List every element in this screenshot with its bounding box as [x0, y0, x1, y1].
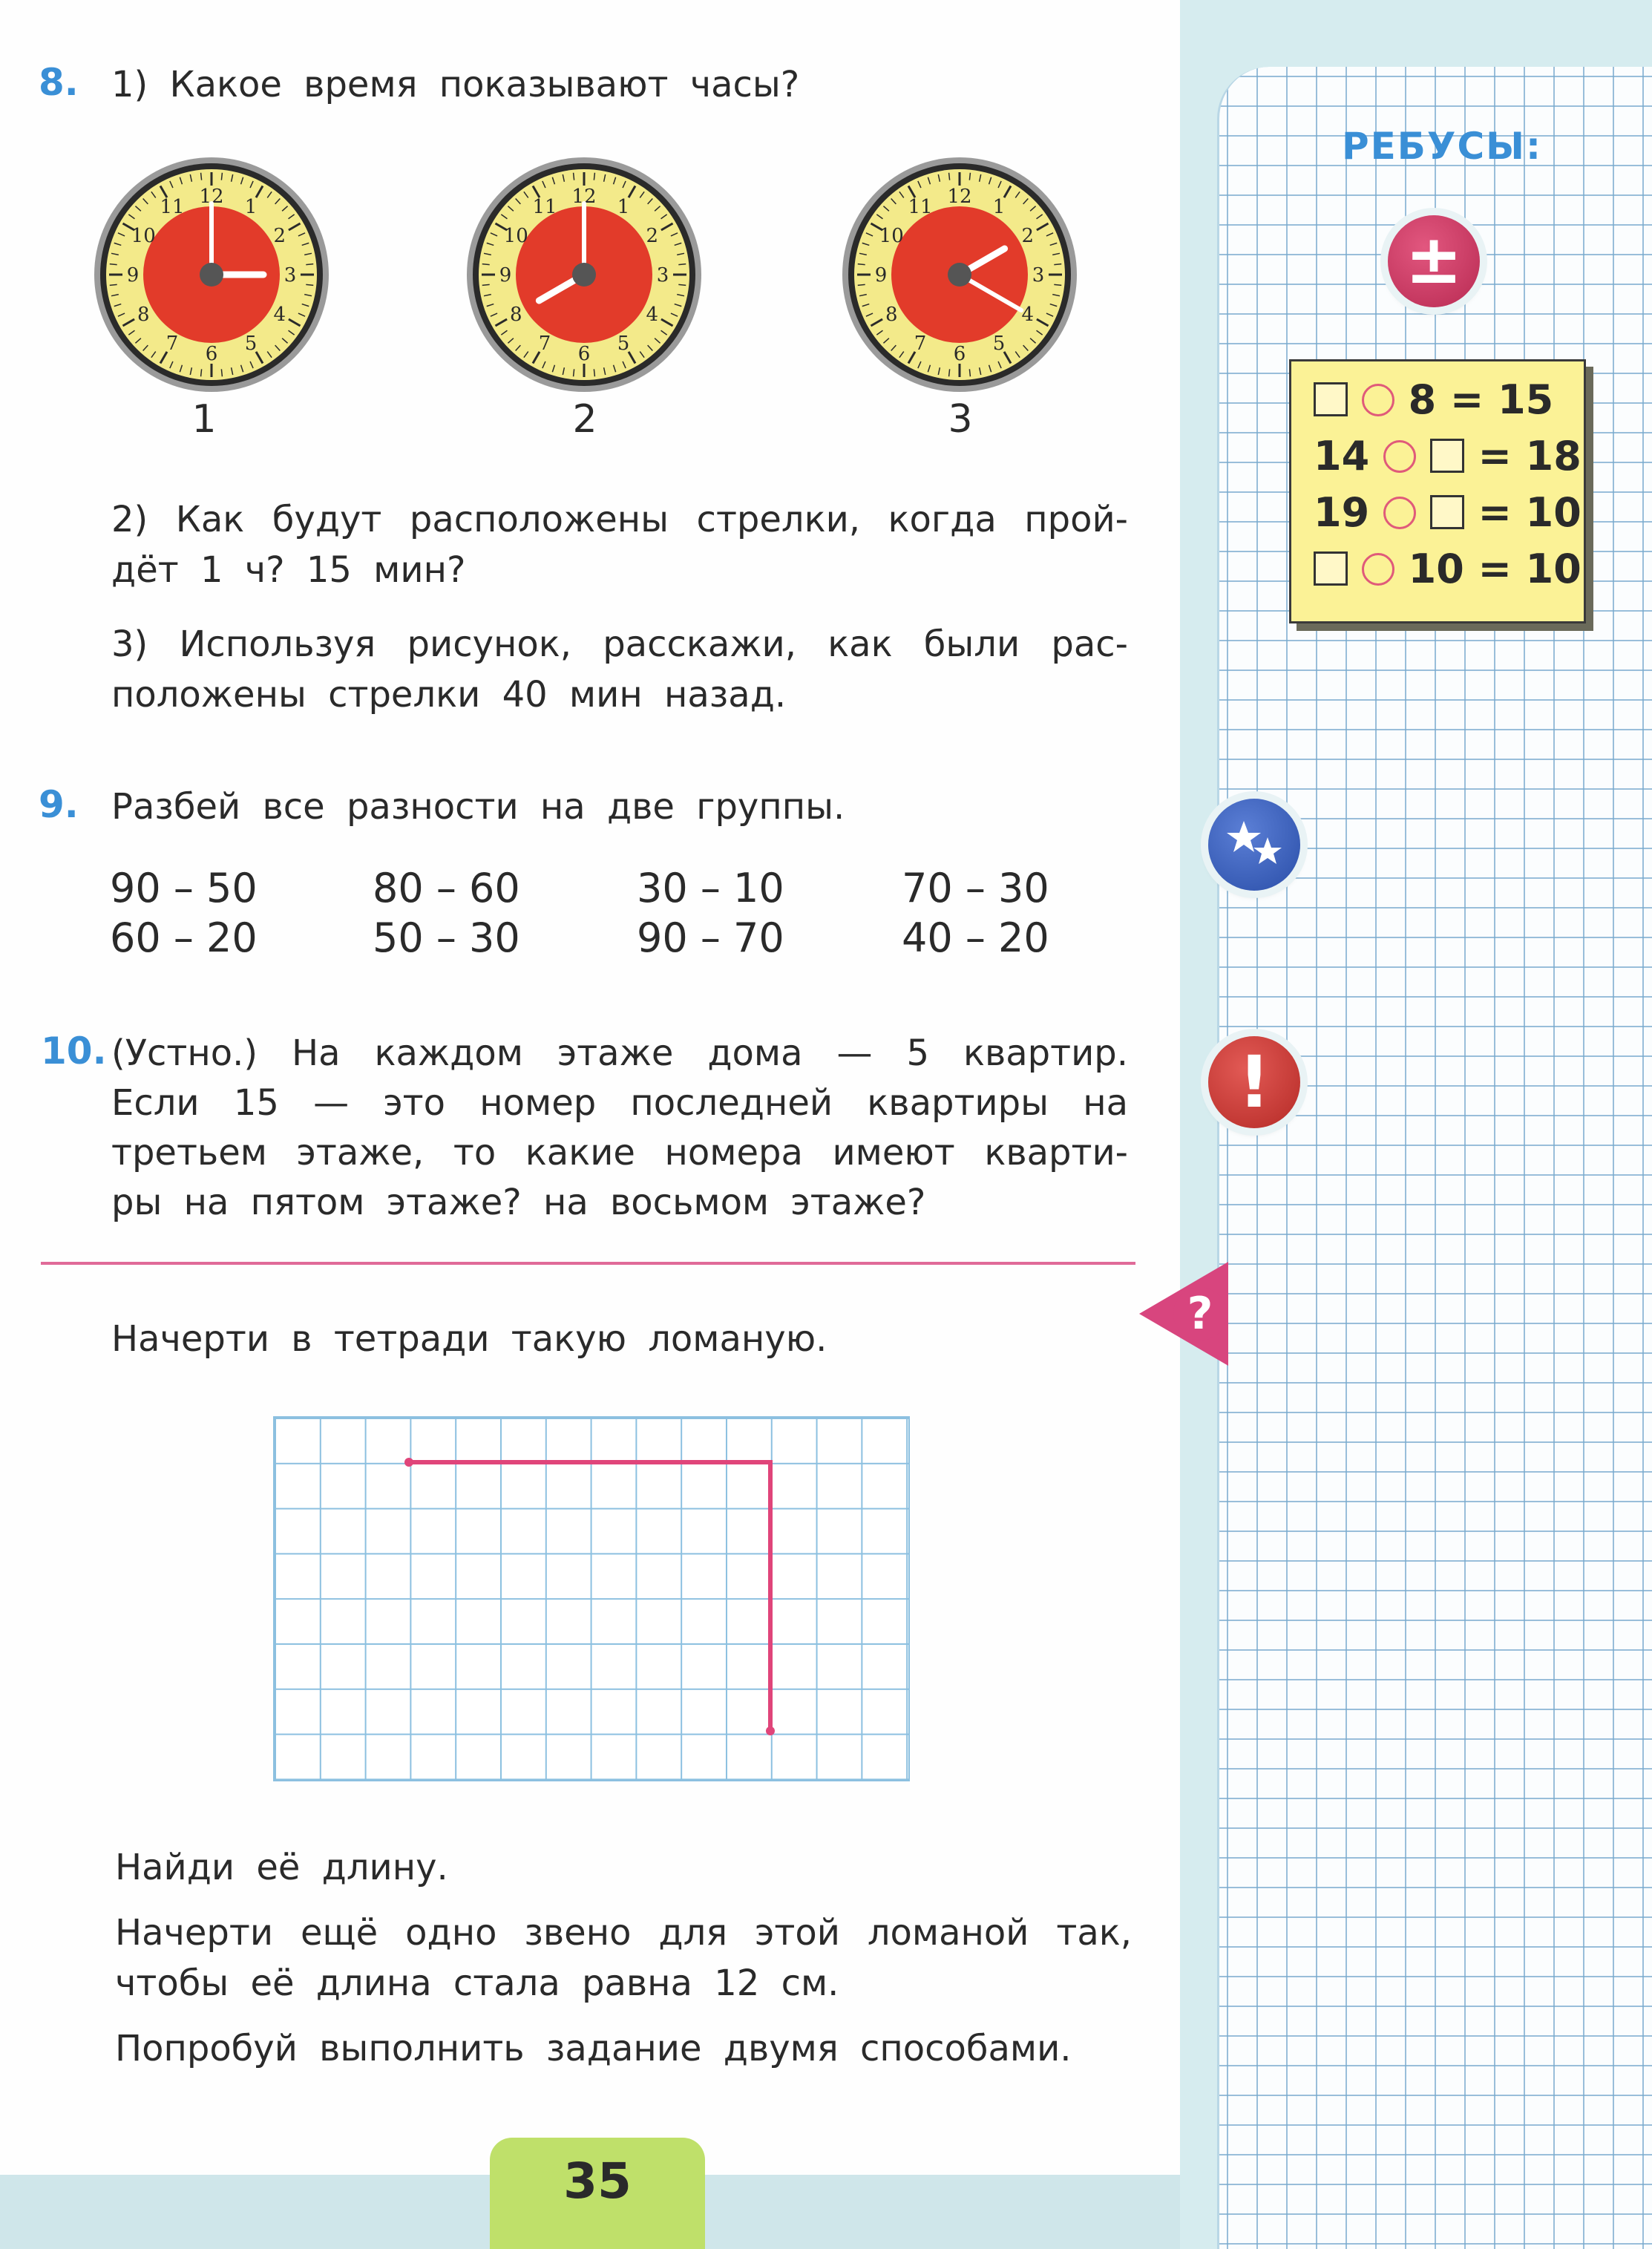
equals-sign: = [1450, 376, 1498, 423]
clock-numeral: 10 [879, 225, 904, 247]
empty-circle [1362, 553, 1394, 586]
difference-expression: 90 – 70 [637, 914, 784, 961]
polyline-start-point [404, 1458, 413, 1467]
clock-numeral: 6 [577, 343, 591, 365]
task-8-question-1: 1) Какое время показывают часы? [111, 64, 800, 105]
clock-numeral: 11 [532, 196, 557, 219]
clock-tick [949, 369, 950, 376]
page-number: 35 [563, 2153, 632, 2210]
task-8-question-3-line-1: 3) Используя рисунок, расскажи, как были рас- [111, 623, 1128, 665]
difference-expression: 50 – 30 [373, 914, 520, 961]
section-divider [41, 1262, 1135, 1265]
polyline-end-point [766, 1726, 775, 1735]
difference-expression: 60 – 20 [110, 914, 258, 961]
difference-expression: 40 – 20 [902, 914, 1049, 961]
rebus-row-4 [1314, 546, 1581, 592]
task-8-question-3-line-2: положены стрелки 40 мин назад. [111, 674, 787, 716]
rebus-row-2 [1314, 433, 1581, 479]
difference-expression: 90 – 50 [110, 865, 258, 911]
clock-3 [837, 152, 1082, 397]
rebus-result: 18 [1525, 433, 1581, 479]
plus-minus-icon: ± [1405, 220, 1463, 299]
clock-tick [110, 264, 117, 265]
polyline-extra-line-2: чтобы её длина стала равна 12 см. [115, 1962, 839, 2004]
clock-tick [306, 264, 313, 265]
task-8-question-2-line-1: 2) Как будут расположены стрелки, когда прой- [111, 499, 1128, 540]
task-10-line-3: третьем этаже, то какие номера имеют кварти- [111, 1132, 1128, 1173]
clock-numeral: 1 [617, 196, 630, 219]
clock-numeral: 8 [885, 304, 898, 326]
clock-numeral: 10 [503, 225, 528, 247]
clock-1-label: 1 [191, 397, 217, 442]
clock-tick [858, 284, 865, 285]
clock-numeral: 7 [538, 332, 551, 355]
equals-sign: = [1463, 546, 1526, 592]
clock-2-label: 2 [572, 397, 597, 442]
clock-numeral: 8 [137, 304, 150, 326]
clock-tick [1054, 284, 1061, 285]
difference-expression: 70 – 30 [902, 865, 1049, 911]
clock-tick [201, 173, 202, 180]
clock-1 [89, 152, 334, 397]
rebus-result: 15 [1498, 376, 1554, 423]
clock-numeral: 4 [273, 304, 286, 326]
clock-tick [482, 284, 490, 285]
task-9-text: Разбей все разности на две группы. [111, 786, 845, 828]
clock-tick [221, 369, 222, 376]
task-10-number: 10. [41, 1029, 107, 1073]
clock-numeral: 3 [1032, 264, 1045, 287]
clock-numeral: 12 [947, 186, 972, 208]
empty-square [1314, 382, 1348, 416]
rebus-box [1289, 359, 1586, 623]
stars-badge [1208, 799, 1300, 891]
clock-numeral: 5 [244, 332, 258, 355]
question-mark-icon: ? [1187, 1288, 1213, 1340]
empty-square [1314, 551, 1348, 586]
clock-numeral: 12 [199, 186, 224, 208]
clock-numeral: 6 [953, 343, 966, 365]
clock-tick [482, 264, 490, 265]
clock-tick [969, 369, 970, 376]
clock-numeral: 9 [126, 264, 140, 287]
clock-numeral: 7 [165, 332, 179, 355]
polyline-intro: Начерти в тетради такую ломаную. [111, 1318, 827, 1360]
clock-tick [221, 173, 222, 180]
clock-tick [949, 173, 950, 180]
clock-numeral: 7 [914, 332, 927, 355]
clock-numeral: 3 [283, 264, 297, 287]
difference-expression: 30 – 10 [637, 865, 784, 911]
clock-numeral: 2 [1021, 225, 1035, 247]
empty-circle [1383, 497, 1416, 529]
empty-square [1430, 495, 1464, 529]
clock-tick [201, 369, 202, 376]
question-tab [1139, 1262, 1228, 1366]
difference-expression: 80 – 60 [373, 865, 520, 911]
task-9-number: 9. [39, 783, 79, 826]
clock-numeral: 9 [874, 264, 888, 287]
empty-square [1430, 439, 1464, 473]
equals-sign: = [1478, 489, 1526, 536]
task-10-line-2: Если 15 — это номер последней квартиры на [111, 1082, 1128, 1124]
task-8-question-2-line-2: дёт 1 ч? 15 мин? [111, 549, 466, 591]
polyline-try: Попробуй выполнить задание двумя способами. [115, 2028, 1072, 2069]
plus-minus-badge [1388, 215, 1480, 307]
clock-numeral: 2 [273, 225, 286, 247]
clock-tick [858, 264, 865, 265]
clock-numeral: 6 [205, 343, 218, 365]
task-10-line-1: (Устно.) На каждом этаже дома — 5 квартир. [111, 1032, 1128, 1074]
clock-numeral: 5 [617, 332, 630, 355]
rebus-operand: 8 [1408, 376, 1437, 423]
clock-3-label: 3 [948, 397, 973, 442]
rebus-result: 10 [1525, 489, 1581, 536]
clock-numeral: 4 [646, 304, 659, 326]
empty-circle [1383, 440, 1416, 473]
polyline-drawing [273, 1416, 908, 1780]
clock-numeral: 11 [908, 196, 933, 219]
clock-numeral: 12 [571, 186, 597, 208]
clock-tick [1054, 264, 1061, 265]
rebus-operand: 14 [1314, 433, 1370, 479]
rebus-row-3 [1314, 489, 1581, 536]
clock-numeral: 1 [992, 196, 1006, 219]
clock-numeral: 11 [160, 196, 185, 219]
polyline-extra-line-1: Начерти ещё одно звено для этой ломаной так, [115, 1912, 1132, 1954]
clock-numeral: 2 [646, 225, 659, 247]
rebus-result: 10 [1525, 546, 1581, 592]
rebus-title: РЕБУСЫ: [1342, 125, 1542, 168]
clock-numeral: 4 [1021, 304, 1035, 326]
clock-numeral: 9 [499, 264, 512, 287]
rebus-row-1 [1314, 376, 1553, 423]
clock-numeral: 5 [992, 332, 1006, 355]
clock-numeral: 8 [509, 304, 522, 326]
task-10-line-4: ры на пятом этаже? на восьмом этаже? [111, 1182, 926, 1223]
rebus-operand: 10 [1408, 546, 1464, 592]
broken-line [409, 1462, 770, 1731]
clock-numeral: 10 [131, 225, 156, 247]
empty-circle [1362, 384, 1394, 416]
clock-tick [306, 284, 313, 285]
rebus-operand: 19 [1314, 489, 1370, 536]
clock-tick [678, 264, 686, 265]
clock-numeral: 3 [656, 264, 669, 287]
task-8-number: 8. [39, 61, 79, 104]
clock-pivot [948, 263, 971, 287]
clock-tick [678, 284, 686, 285]
polyline-find-length: Найди её длину. [115, 1847, 448, 1888]
clock-tick [110, 284, 117, 285]
clock-2 [462, 152, 707, 397]
clock-tick [969, 173, 970, 180]
stars-icon [1208, 799, 1300, 891]
exclamation-badge [1208, 1036, 1300, 1128]
clock-pivot [572, 263, 596, 287]
clock-numeral: 1 [244, 196, 258, 219]
clock-pivot [200, 263, 223, 287]
equals-sign: = [1478, 433, 1526, 479]
exclamation-icon: ! [1238, 1041, 1271, 1124]
